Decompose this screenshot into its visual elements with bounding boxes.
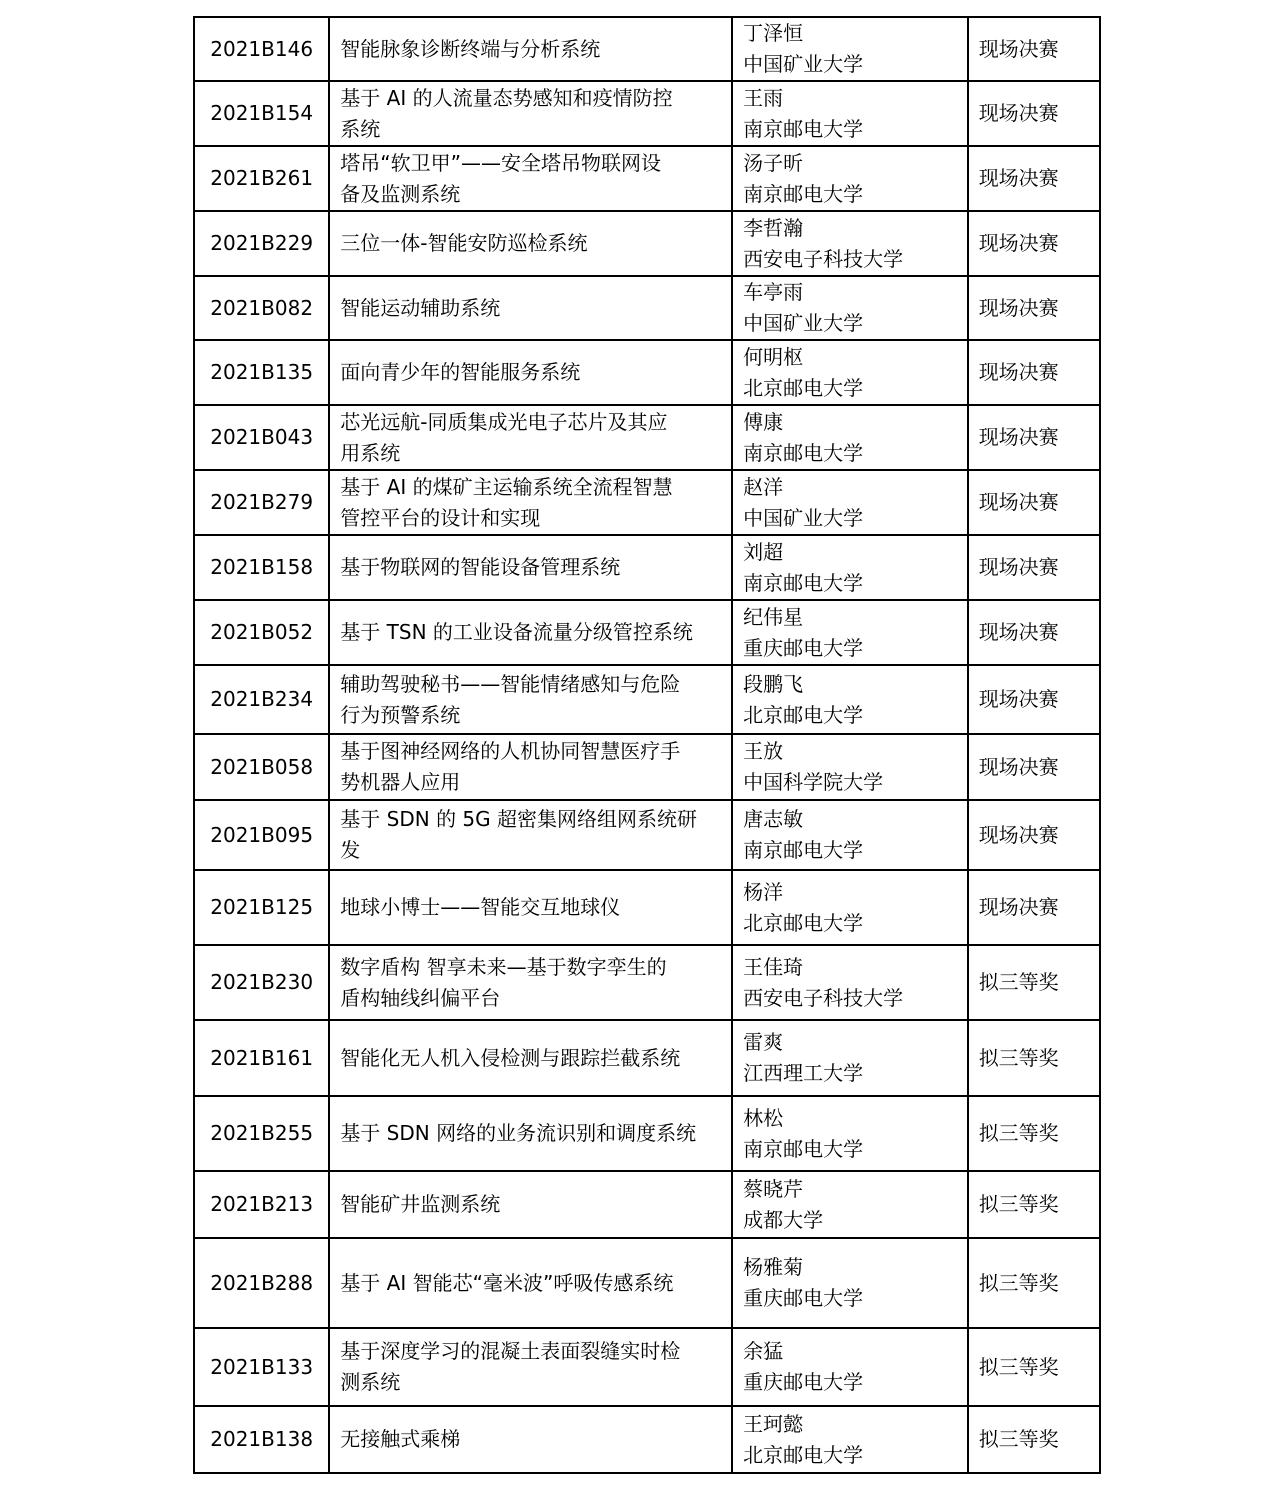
table-row [194, 81, 1100, 146]
leader-name: 汤子昕 [743, 150, 804, 175]
project-title-line: 地球小博士——智能交互地球仪 [340, 895, 621, 919]
leader-cell [732, 734, 968, 800]
project-id-cell: 2021B146 [194, 17, 329, 81]
project-title-cell [329, 340, 732, 405]
project-title-line: 面向青少年的智能服务系统 [340, 360, 581, 384]
project-title-line: 塔吊“软卫甲”——安全塔吊物联网设 [340, 150, 662, 175]
project-title-line: 基于 SDN 的 5G 超密集网络组网系统研 [340, 807, 698, 831]
project-title-cell [329, 800, 732, 870]
project-id-cell: 2021B058 [194, 734, 329, 800]
project-id-cell: 2021B279 [194, 470, 329, 535]
project-title-cell [329, 870, 732, 945]
table-row [194, 1020, 1100, 1096]
leader-school: 南京邮电大学 [743, 181, 864, 206]
table-row [194, 600, 1100, 665]
leader-cell [732, 945, 968, 1020]
table-row [194, 535, 1100, 600]
leader-school: 北京邮电大学 [743, 1442, 864, 1467]
project-title-cell [329, 1171, 732, 1238]
table-row [194, 1406, 1100, 1473]
leader-cell [732, 870, 968, 945]
result-cell: 现场决赛 [968, 340, 1100, 405]
result-cell: 现场决赛 [968, 211, 1100, 276]
project-title-cell [329, 211, 732, 276]
leader-name: 王雨 [743, 85, 784, 110]
leader-name: 余猛 [743, 1339, 784, 1363]
leader-cell [732, 146, 968, 211]
project-id-cell: 2021B255 [194, 1096, 329, 1171]
leader-name: 李哲瀚 [743, 215, 804, 240]
leader-name: 赵洋 [743, 474, 784, 499]
project-id-cell: 2021B234 [194, 665, 329, 734]
leader-cell [732, 1238, 968, 1328]
project-title-cell [329, 1020, 732, 1096]
project-title-line: 智能运动辅助系统 [340, 295, 501, 320]
leader-cell [732, 600, 968, 665]
leader-school: 江西理工大学 [743, 1061, 864, 1085]
leader-name: 蔡晓芹 [743, 1176, 804, 1201]
project-title-line: 发 [340, 838, 361, 862]
table-row [194, 1171, 1100, 1238]
project-title-line: 基于深度学习的混凝土表面裂缝实时检 [340, 1339, 681, 1363]
project-id-cell: 2021B213 [194, 1171, 329, 1238]
project-title-line: 基于 AI 智能芯“毫米波”呼吸传感系统 [340, 1270, 674, 1295]
leader-name: 丁泽恒 [743, 21, 804, 45]
project-id-cell: 2021B158 [194, 535, 329, 600]
project-title-line: 无接触式乘梯 [340, 1427, 461, 1451]
leader-name: 唐志敏 [743, 807, 804, 831]
results-table [193, 16, 1101, 1474]
result-cell: 现场决赛 [968, 600, 1100, 665]
result-cell: 现场决赛 [968, 17, 1100, 81]
leader-name: 杨雅菊 [743, 1255, 804, 1279]
leader-cell [732, 1171, 968, 1238]
leader-cell [732, 800, 968, 870]
leader-school: 北京邮电大学 [743, 910, 864, 935]
project-id-cell: 2021B261 [194, 146, 329, 211]
leader-cell [732, 17, 968, 81]
project-title-line: 行为预警系统 [340, 702, 461, 727]
project-id-cell: 2021B230 [194, 945, 329, 1020]
project-title-cell [329, 17, 732, 81]
result-cell: 拟三等奖 [968, 1328, 1100, 1406]
project-title-cell [329, 665, 732, 734]
leader-school: 中国科学院大学 [743, 770, 884, 794]
leader-name: 段鹏飞 [743, 671, 804, 696]
project-title-line: 三位一体-智能安防巡检系统 [340, 231, 588, 255]
leader-school: 南京邮电大学 [743, 1136, 864, 1161]
project-id-cell: 2021B133 [194, 1328, 329, 1406]
leader-name: 傅康 [743, 409, 784, 434]
project-id-cell: 2021B288 [194, 1238, 329, 1328]
leader-school: 重庆邮电大学 [743, 635, 864, 660]
result-cell: 拟三等奖 [968, 1406, 1100, 1473]
table-row [194, 734, 1100, 800]
leader-school: 重庆邮电大学 [743, 1286, 864, 1310]
leader-name: 杨洋 [743, 879, 784, 904]
project-title-line: 测系统 [340, 1370, 401, 1394]
result-cell: 现场决赛 [968, 665, 1100, 734]
project-title-line: 数字盾构 智享未来—基于数字孪生的 [340, 954, 667, 979]
project-title-line: 基于 TSN 的工业设备流量分级管控系统 [340, 620, 693, 644]
leader-cell [732, 1020, 968, 1096]
project-title-line: 基于 AI 的煤矿主运输系统全流程智慧 [340, 474, 673, 499]
table-row [194, 1328, 1100, 1406]
leader-name: 雷爽 [743, 1030, 784, 1054]
result-cell: 现场决赛 [968, 276, 1100, 340]
result-cell: 现场决赛 [968, 146, 1100, 211]
leader-school: 中国矿业大学 [743, 52, 864, 76]
leader-school: 成都大学 [743, 1207, 824, 1232]
leader-cell [732, 1328, 968, 1406]
leader-school: 重庆邮电大学 [743, 1370, 864, 1394]
project-title-line: 辅助驾驶秘书——智能情绪感知与危险 [340, 671, 681, 696]
project-title-cell [329, 535, 732, 600]
leader-cell [732, 535, 968, 600]
table-row [194, 800, 1100, 870]
result-cell: 现场决赛 [968, 734, 1100, 800]
project-id-cell: 2021B154 [194, 81, 329, 146]
leader-cell [732, 276, 968, 340]
project-title-line: 用系统 [340, 440, 401, 465]
leader-cell [732, 470, 968, 535]
project-title-cell [329, 405, 732, 470]
project-id-cell: 2021B043 [194, 405, 329, 470]
result-cell: 现场决赛 [968, 870, 1100, 945]
table-row [194, 945, 1100, 1020]
table-row [194, 870, 1100, 945]
project-title-cell [329, 276, 732, 340]
leader-school: 中国矿业大学 [743, 505, 864, 530]
project-id-cell: 2021B125 [194, 870, 329, 945]
project-title-line: 备及监测系统 [340, 181, 461, 206]
project-title-line: 芯光远航-同质集成光电子芯片及其应 [340, 409, 668, 434]
project-id-cell: 2021B095 [194, 800, 329, 870]
project-title-line: 智能脉象诊断终端与分析系统 [340, 36, 601, 61]
leader-school: 南京邮电大学 [743, 570, 864, 595]
result-cell: 现场决赛 [968, 405, 1100, 470]
result-cell: 现场决赛 [968, 800, 1100, 870]
project-title-line: 管控平台的设计和实现 [340, 505, 541, 530]
leader-cell [732, 1096, 968, 1171]
project-id-cell: 2021B135 [194, 340, 329, 405]
project-title-line: 基于 AI 的人流量态势感知和疫情防控 [340, 85, 673, 110]
leader-cell [732, 81, 968, 146]
project-title-cell [329, 600, 732, 665]
project-id-cell: 2021B138 [194, 1406, 329, 1473]
project-title-line: 势机器人应用 [340, 770, 461, 794]
project-title-cell [329, 1096, 732, 1171]
leader-name: 王放 [743, 739, 784, 763]
project-title-line: 基于图神经网络的人机协同智慧医疗手 [340, 739, 681, 763]
result-cell: 拟三等奖 [968, 945, 1100, 1020]
leader-name: 王佳琦 [743, 954, 804, 979]
result-cell: 现场决赛 [968, 535, 1100, 600]
project-title-line: 智能矿井监测系统 [340, 1192, 501, 1216]
leader-school: 北京邮电大学 [743, 375, 864, 400]
leader-name: 林松 [743, 1105, 784, 1130]
result-cell: 拟三等奖 [968, 1020, 1100, 1096]
table-row [194, 665, 1100, 734]
project-id-cell: 2021B161 [194, 1020, 329, 1096]
project-title-cell [329, 1328, 732, 1406]
project-title-cell [329, 146, 732, 211]
leader-name: 何明枢 [743, 344, 804, 369]
leader-school: 南京邮电大学 [743, 116, 864, 141]
project-id-cell: 2021B229 [194, 211, 329, 276]
project-id-cell: 2021B082 [194, 276, 329, 340]
leader-school: 北京邮电大学 [743, 702, 864, 727]
project-title-line: 基于 SDN 网络的业务流识别和调度系统 [340, 1121, 697, 1145]
project-title-line: 基于物联网的智能设备管理系统 [340, 555, 621, 579]
project-id-cell: 2021B052 [194, 600, 329, 665]
project-title-line: 智能化无人机入侵检测与跟踪拦截系统 [340, 1045, 681, 1070]
project-title-line: 盾构轴线纠偏平台 [340, 985, 501, 1010]
result-cell: 拟三等奖 [968, 1096, 1100, 1171]
table-row [194, 340, 1100, 405]
table-row [194, 211, 1100, 276]
table-row [194, 17, 1100, 81]
result-cell: 拟三等奖 [968, 1171, 1100, 1238]
leader-name: 车亭雨 [743, 280, 804, 304]
leader-school: 中国矿业大学 [743, 311, 864, 335]
result-cell: 现场决赛 [968, 81, 1100, 146]
leader-cell [732, 1406, 968, 1473]
leader-school: 西安电子科技大学 [743, 246, 904, 271]
result-cell: 现场决赛 [968, 470, 1100, 535]
project-title-cell [329, 1406, 732, 1473]
table-row [194, 146, 1100, 211]
table-row [194, 276, 1100, 340]
leader-name: 刘超 [743, 539, 784, 564]
project-title-cell [329, 1238, 732, 1328]
leader-cell [732, 665, 968, 734]
project-title-line: 系统 [340, 116, 381, 141]
leader-cell [732, 340, 968, 405]
leader-school: 南京邮电大学 [743, 440, 864, 465]
project-title-cell [329, 81, 732, 146]
leader-name: 王珂懿 [743, 1411, 804, 1436]
table-row [194, 1096, 1100, 1171]
leader-name: 纪伟星 [743, 604, 804, 629]
table-row [194, 1238, 1100, 1328]
result-cell: 拟三等奖 [968, 1238, 1100, 1328]
table-row [194, 405, 1100, 470]
project-title-cell [329, 945, 732, 1020]
project-title-cell [329, 734, 732, 800]
leader-school: 西安电子科技大学 [743, 985, 904, 1010]
results-table-body [194, 17, 1100, 1473]
table-row [194, 470, 1100, 535]
project-title-cell [329, 470, 732, 535]
leader-school: 南京邮电大学 [743, 838, 864, 862]
leader-cell [732, 211, 968, 276]
leader-cell [732, 405, 968, 470]
